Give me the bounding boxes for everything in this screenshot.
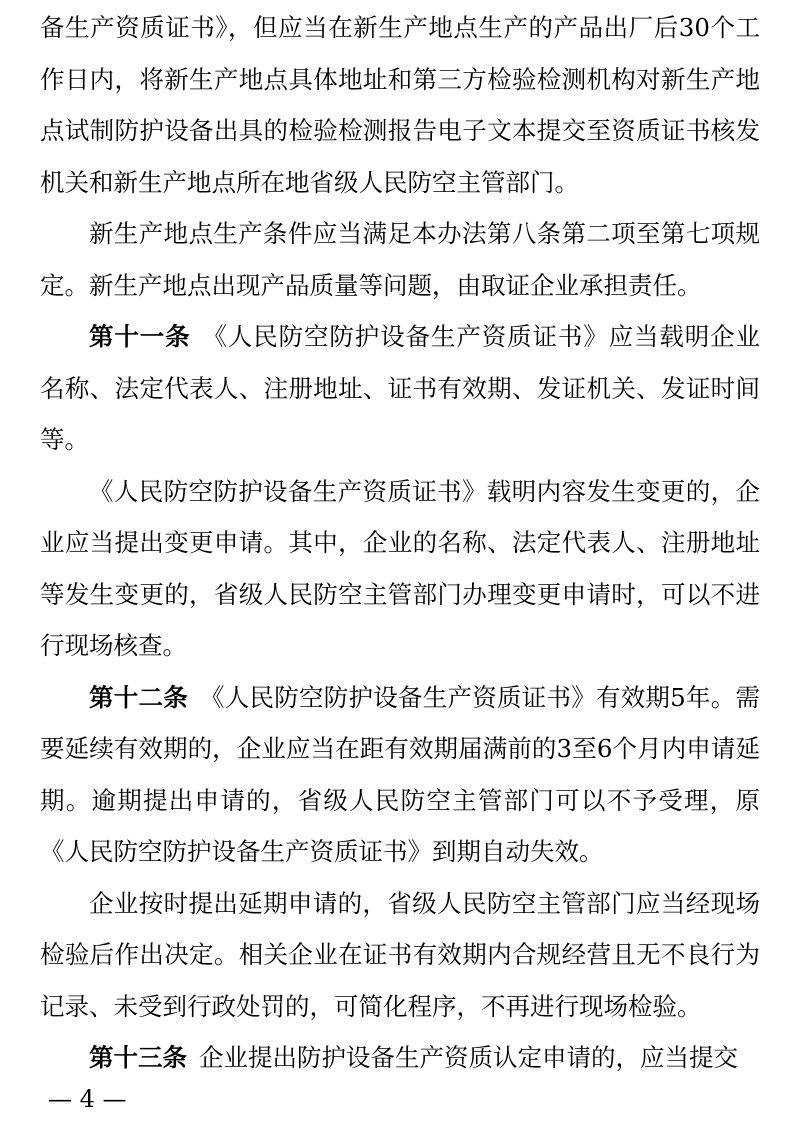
page-number: — 4 — bbox=[48, 1085, 127, 1113]
article-11-heading: 第十一条 bbox=[89, 322, 191, 351]
paragraph-4 bbox=[40, 466, 760, 672]
paragraph-article-11 bbox=[40, 311, 760, 466]
paragraph-article-12 bbox=[40, 672, 760, 878]
paragraph-article-13 bbox=[40, 1032, 760, 1084]
paragraph-4-text: 《人民防空防护设备生产资质证书》载明内容发生变更的，企业应当提出变更申请。其中，企业的名称、法定代表人、注册地址等发生变更的，省级人民防空主管部门办理变更申请时，可以不进行现场核查。 bbox=[40, 476, 760, 660]
article-13-heading: 第十三条 bbox=[89, 1043, 187, 1072]
article-11-text: 《人民防空防护设备生产资质证书》应当载明企业名称、法定代表人、注册地址、证书有效期、发证机关、发证时间等。 bbox=[40, 322, 761, 454]
paragraph-1-text: 备生产资质证书》，但应当在新生产地点生产的产品出厂后30个工作日内，将新生产地点具体地址和第三方检验检测机构对新生产地点试制防护设备出具的检验检测报告电子文本提交至资质证书核发机关和新生产地点所在地省级人民防空主管部门。 bbox=[40, 13, 760, 197]
article-13-text: 企业提出防护设备生产资质认定申请的，应当提交 bbox=[199, 1043, 738, 1072]
paragraph-1 bbox=[40, 2, 760, 208]
article-12-text: 《人民防空防护设备生产资质证书》有效期5年。需要延续有效期的，企业应当在距有效期届满前的3至6个月内申请延期。逾期提出申请的，省级人民防空主管部门可以不予受理，原《人民防空防护设备生产资质证书》到期自动失效。 bbox=[40, 682, 761, 866]
article-12-heading: 第十二条 bbox=[89, 682, 188, 712]
paragraph-2 bbox=[40, 208, 760, 311]
paragraph-6-text: 企业按时提出延期申请的，省级人民防空主管部门应当经现场检验后作出决定。相关企业在证书有效期内合规经营且无不良行为记录、未受到行政处罚的，可简化程序，不再进行现场检验。 bbox=[40, 888, 760, 1021]
paragraph-6 bbox=[40, 878, 760, 1033]
paragraph-2-text: 新生产地点生产条件应当满足本办法第八条第二项至第七项规定。新生产地点出现产品质量等问题，由取证企业承担责任。 bbox=[40, 219, 760, 300]
document-page bbox=[40, 0, 760, 1121]
